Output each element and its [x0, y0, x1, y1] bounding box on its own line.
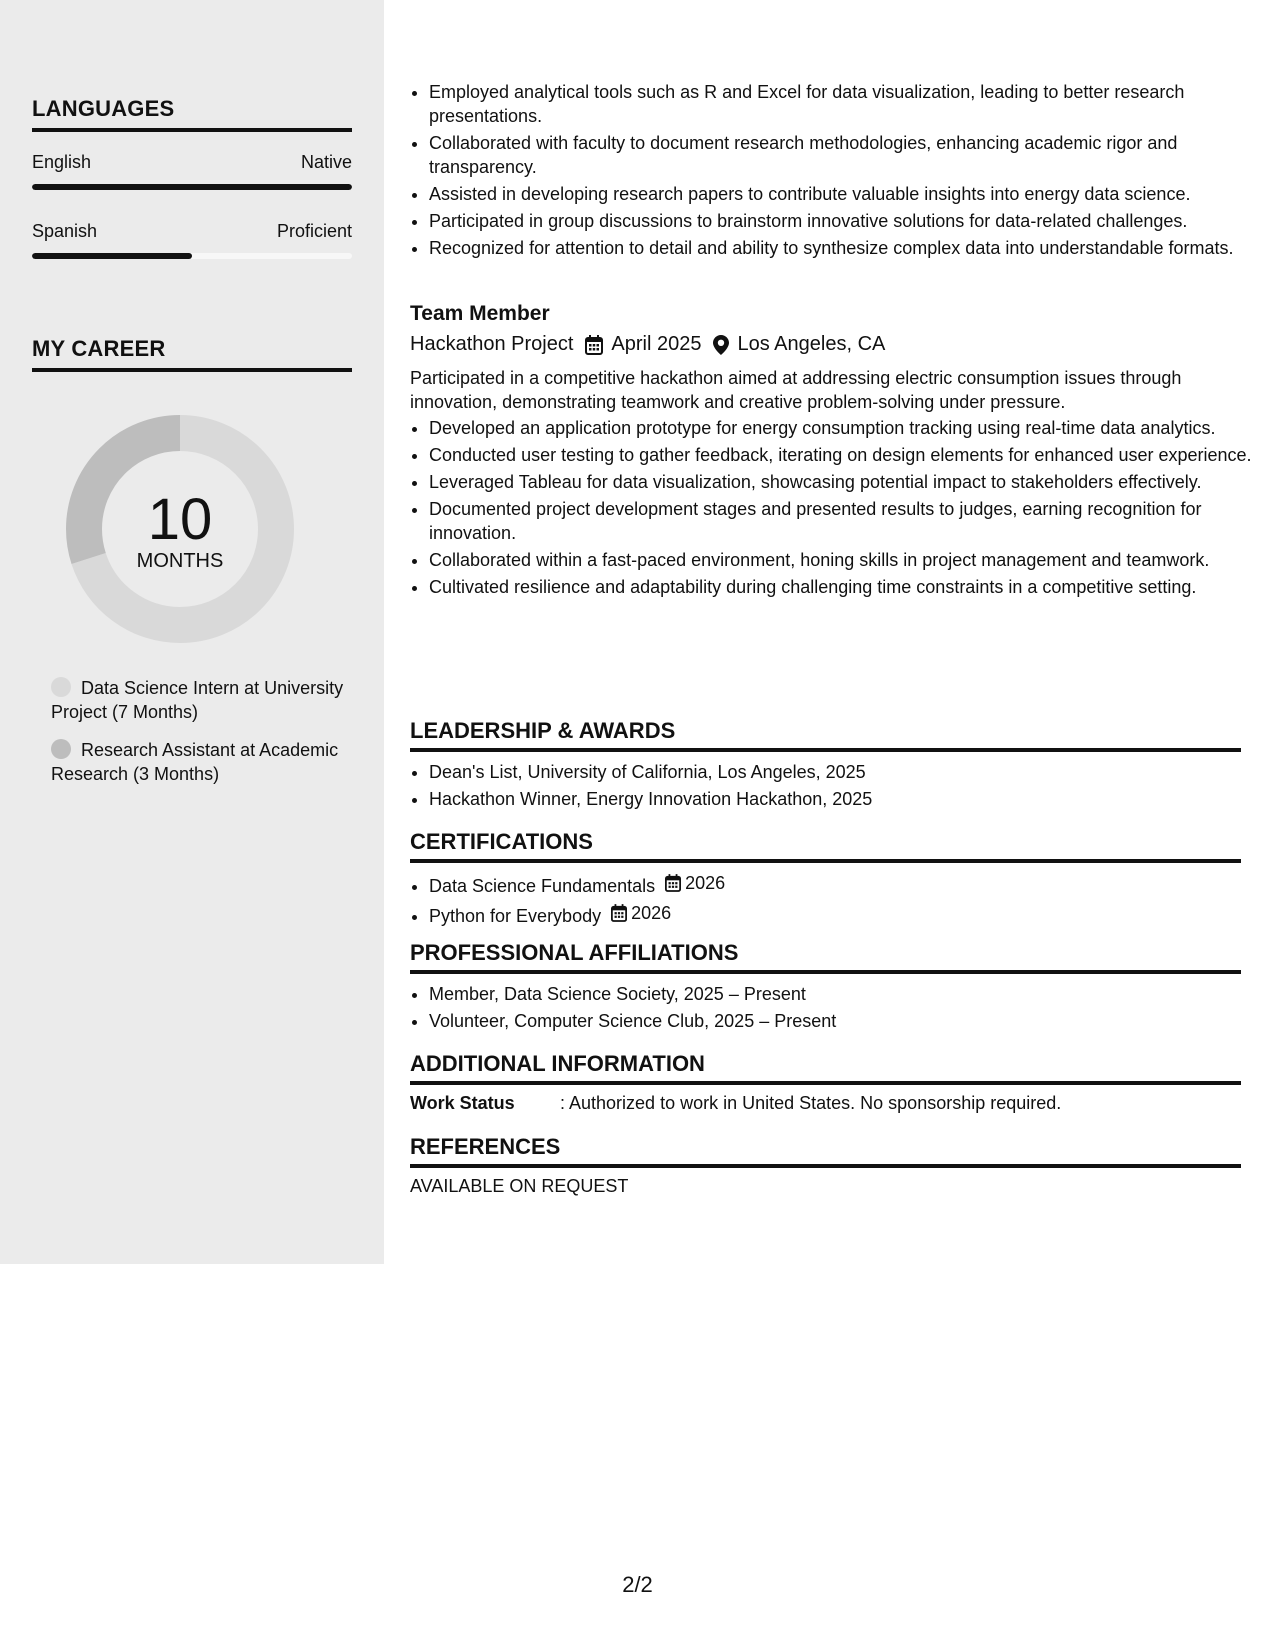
additional-info-heading: ADDITIONAL INFORMATION: [410, 1051, 1241, 1085]
list-item: • Documented project development stages and presented results to judges, earning recognition for innovation.: [429, 497, 1262, 545]
affiliations-heading: PROFESSIONAL AFFILIATIONS: [410, 940, 1241, 974]
list-item: • Member, Data Science Society, 2025 – Present: [429, 982, 1262, 1006]
certification-name: Python for Everybody: [429, 906, 602, 926]
references-heading: REFERENCES: [410, 1134, 1241, 1168]
list-item: • Developed an application prototype for energy consumption tracking using real-time data analytics.: [429, 416, 1262, 440]
list-item: • Volunteer, Computer Science Club, 2025 – Present: [429, 1009, 1262, 1033]
list-item: • Participated in group discussions to brainstorm innovative solutions for data-related challenges.: [429, 209, 1262, 233]
calendar-icon: [665, 874, 681, 892]
language-proficiency-fill: [32, 253, 192, 259]
sidebar: [0, 0, 384, 1264]
certification-year: 2026: [685, 873, 726, 893]
job-meta: [410, 333, 885, 356]
references-text: AVAILABLE ON REQUEST: [410, 1176, 629, 1196]
certification-name: Data Science Fundamentals: [429, 876, 656, 896]
certifications-list: [410, 871, 1262, 931]
list-item: • Assisted in developing research papers to contribute valuable insights into energy data science.: [429, 182, 1262, 206]
language-level: Proficient: [276, 221, 352, 241]
work-status-value: : Authorized to work in United States. No sponsorship required.: [560, 1093, 1062, 1113]
languages-heading: LANGUAGES: [32, 96, 352, 132]
career-total-unit: MONTHS: [136, 550, 224, 572]
certification-item: [429, 901, 1262, 928]
list-item: • Collaborated with faculty to document research methodologies, enhancing academic rigor and transparency.: [429, 131, 1262, 179]
leadership-heading: LEADERSHIP & AWARDS: [410, 718, 1241, 752]
work-status-label: Work Status: [410, 1093, 515, 1113]
legend-dot: [51, 677, 71, 697]
career-legend-item: [51, 676, 351, 724]
language-level: Native: [300, 152, 352, 172]
legend-dot: [51, 739, 71, 759]
language-proficiency-bar: [32, 253, 352, 259]
language-proficiency-fill: [32, 184, 352, 190]
affiliations-list: [410, 982, 1262, 1036]
career-legend-label: Data Science Intern at University Project (7 Months): [51, 678, 344, 722]
language-proficiency-bar: [32, 184, 352, 190]
career-legend-label: Research Assistant at Academic Research (3 Months): [51, 740, 339, 784]
list-item: • Hackathon Winner, Energy Innovation Hackathon, 2025: [429, 787, 1262, 811]
language-name: English: [32, 152, 92, 172]
job-description: Participated in a competitive hackathon aimed at addressing electric consumption issues through innovation, demonstrating teamwork and creative problem-solving under pressure.: [410, 368, 1182, 412]
language-name: Spanish: [32, 221, 98, 241]
career-heading: MY CAREER: [32, 336, 352, 372]
job-title: Team Member: [410, 302, 550, 325]
career-legend-item: [51, 738, 351, 786]
calendar-icon: [585, 335, 603, 355]
list-item: • Recognized for attention to detail and ability to synthesize complex data into understandable formats.: [429, 236, 1262, 260]
location-pin-icon: [713, 335, 729, 355]
list-item: • Dean's List, University of California, Los Angeles, 2025: [429, 760, 1262, 784]
list-item: • Employed analytical tools such as R and Excel for data visualization, leading to better research presentations.: [429, 80, 1262, 128]
certifications-heading: CERTIFICATIONS: [410, 829, 1241, 863]
page-number: 2/2: [622, 1572, 653, 1597]
list-item: • Conducted user testing to gather feedback, iterating on design elements for enhanced user experience.: [429, 443, 1262, 467]
job-company: Hackathon Project: [410, 333, 574, 355]
list-item: • Collaborated within a fast-paced environment, honing skills in project management and teamwork.: [429, 548, 1262, 572]
job-date: April 2025: [611, 333, 702, 355]
leadership-list: [410, 760, 1262, 814]
certification-year: 2026: [631, 903, 672, 923]
certification-item: [429, 871, 1262, 898]
career-total-number: 10: [147, 487, 213, 552]
list-item: • Cultivated resilience and adaptability during challenging time constraints in a competitive setting.: [429, 575, 1262, 599]
job-bullets: [410, 416, 1262, 602]
calendar-icon: [611, 904, 627, 922]
work-status-row: [410, 1093, 1061, 1114]
experience-bullets: [410, 80, 1262, 263]
job-location: Los Angeles, CA: [737, 333, 886, 355]
list-item: • Leveraged Tableau for data visualization, showcasing potential impact to stakeholders effectively.: [429, 470, 1262, 494]
